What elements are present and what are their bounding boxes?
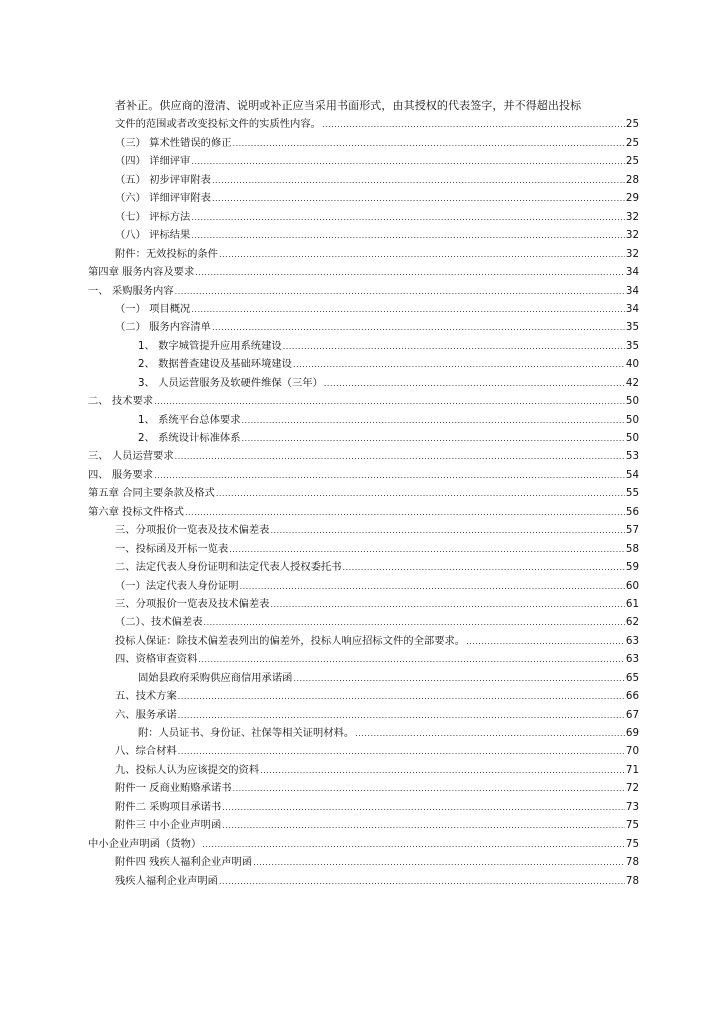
toc-leader-dots [212,176,625,185]
toc-title: 3、 人员运营服务及软硬件维保（三年） [138,376,323,389]
toc-title: （一） 项目概况 [115,302,191,315]
toc-entry[interactable] [88,521,639,539]
toc-page-number: 66 [625,690,639,703]
toc-leader-dots [191,305,625,314]
toc-page-number: 35 [625,339,639,352]
toc-title: （六） 详细评审附表 [115,192,211,205]
toc-entry[interactable] [88,245,639,263]
toc-title: （一）法定代表人身份证明 [115,579,239,592]
toc-leader-dots [240,582,625,591]
toc-page-number: 34 [625,302,639,315]
toc-entry[interactable] [88,558,639,576]
toc-title: 第五章 合同主要条款及格式 [88,487,215,500]
toc-title: 附件一 反商业贿赂承诺书 [115,782,232,795]
toc-page-number: 42 [625,376,639,389]
toc-entry[interactable] [88,208,639,226]
toc-leader-dots [178,692,625,701]
toc-entry[interactable] [88,355,639,373]
toc-title: （四） 详细评审 [115,155,191,168]
toc-title: 投标人保证：除技术偏差表列出的偏差外，投标人响应招标文件的全部要求。 [115,634,466,647]
toc-leader-dots [322,115,625,134]
toc-leader-dots [229,545,625,554]
toc-page-number: 71 [625,763,639,776]
toc-leader-dots [233,784,625,793]
toc-entry[interactable] [88,669,639,687]
toc-entry[interactable] [88,392,639,410]
toc-title: 第六章 投标文件格式 [88,505,184,518]
toc-leader-dots [216,489,625,498]
toc-page-number: 69 [625,727,639,739]
toc-entry[interactable] [88,466,639,484]
toc-title: 五、技术方案 [115,690,177,703]
toc-leader-dots [154,397,625,406]
toc-title: （七） 评标方法 [115,210,191,223]
toc-entry[interactable] [88,134,639,152]
toc-leader-dots [219,250,625,259]
toc-leader-dots [260,766,625,775]
toc-leader-dots [212,194,625,203]
toc-leader-dots [191,213,625,222]
toc-page-number: 75 [625,837,639,850]
toc-entry[interactable] [88,742,639,760]
toc-title: 二、法定代表人身份证明和法定代表人授权委托书 [115,561,342,574]
toc-page-number: 67 [625,708,639,721]
toc-entry[interactable] [88,484,639,502]
toc-title: 三、分项报价一览表及技术偏差表 [115,524,270,537]
toc-page-number: 78 [625,856,639,869]
toc-entry[interactable] [88,337,639,355]
toc-page-number: 32 [625,210,639,223]
toc-leader-dots [191,157,625,166]
toc-title: 附：人员证书、身份证、社保等相关证明材料。 [138,727,355,739]
toc-page-number: 29 [625,192,639,205]
toc-entry[interactable] [88,706,639,724]
toc-entry[interactable] [88,411,639,429]
toc-leader-dots [343,563,625,572]
toc-title: 一、投标函及开标一览表 [115,542,229,555]
toc-leader-dots [185,508,625,517]
toc-entry[interactable] [88,798,639,816]
toc-page-number: 62 [625,616,639,629]
toc-page-number: 57 [625,524,639,537]
toc-title: （八） 评标结果 [115,229,191,242]
toc-leader-dots [293,360,625,369]
toc-leader-dots [242,434,625,443]
toc-title: 三、分项报价一览表及技术偏差表 [115,597,270,610]
toc-leader-dots [355,729,625,738]
toc-intro-entry[interactable] [88,96,639,134]
toc-page-number: 73 [625,800,639,813]
toc-page-number: 25 [625,118,639,130]
toc-page-number: 60 [625,579,639,592]
toc-page-number: 32 [625,229,639,242]
toc-title: （二）、技术偏差表 [115,616,203,629]
toc-intro-line1: 者补正。供应商的澄清、说明或补正应当采用书面形式，由其授权的代表签字，并不得超出投标 [115,99,582,112]
toc-entry[interactable] [88,263,639,281]
toc-leader-dots [270,600,624,609]
toc-entry[interactable] [88,577,639,595]
toc-entry[interactable] [88,835,639,853]
toc-entry[interactable] [88,374,639,392]
toc-title: 1、 数字城管提升应用系统建设 [138,339,282,352]
toc-title: 附件三 中小企业声明函 [115,819,222,832]
toc-leader-dots [242,416,625,425]
toc-leader-dots [178,711,625,720]
toc-title: 2、 系统设计标准体系 [138,432,241,444]
toc-title: 六、服务承诺 [115,708,177,721]
toc-title: （五） 初步评审附表 [115,173,211,186]
toc-leader-dots [233,139,625,148]
toc-page-number: 78 [625,874,639,887]
toc-page-number: 54 [625,468,639,481]
toc-title: 附件二 采购项目承诺书 [115,800,222,813]
toc-entry[interactable] [88,650,639,668]
toc-leader-dots [253,858,625,867]
toc-entry[interactable] [88,761,639,779]
toc-entry[interactable] [88,282,639,300]
toc-title: （三） 算术性错误的修正 [115,137,232,149]
toc-title: 附件：无效投标的条件 [115,247,218,260]
toc-title: 二、 技术要求 [88,395,154,408]
toc-page-number: 55 [625,487,639,500]
toc-leader-dots [466,637,625,646]
toc-leader-dots [212,323,625,332]
table-of-contents [88,96,639,890]
toc-page-number: 28 [625,173,639,186]
toc-leader-dots [219,877,625,886]
toc-leader-dots [222,821,625,830]
toc-entry[interactable] [88,779,639,797]
toc-entry[interactable] [88,447,639,465]
toc-entry[interactable] [88,226,639,244]
toc-page-number: 50 [625,413,639,426]
toc-page-number: 61 [625,597,639,610]
toc-page-number: 32 [625,247,639,260]
toc-page-number: 50 [625,395,639,408]
toc-leader-dots [293,674,624,683]
toc-page-number: 34 [625,266,639,279]
toc-title: 一、 采购服务内容 [88,284,174,297]
toc-page-number: 40 [625,358,639,371]
toc-leader-dots [324,379,625,388]
toc-title: 第四章 服务内容及要求 [88,266,195,279]
toc-entry[interactable] [88,300,639,318]
toc-title: 九、投标人认为应该提交的资料 [115,763,260,776]
toc-title: 固始县政府采购供应商信用承诺函 [138,671,293,684]
toc-page-number: 75 [625,819,639,832]
toc-page-number: 59 [625,561,639,574]
toc-title: 中小企业声明函（货物） [88,837,202,850]
toc-title: 四、 服务要求 [88,468,154,481]
toc-page-number: 34 [625,284,639,297]
toc-leader-dots [154,471,625,480]
toc-page-number: 65 [625,671,639,684]
toc-leader-dots [270,526,624,535]
toc-entry[interactable] [88,816,639,834]
toc-leader-dots [283,342,625,351]
toc-leader-dots [175,452,625,461]
toc-page-number: 72 [625,782,639,795]
toc-entry[interactable] [88,632,639,650]
toc-entry[interactable] [88,152,639,170]
toc-entry[interactable] [88,687,639,705]
toc-page-number: 58 [625,542,639,555]
toc-entry[interactable] [88,503,639,521]
toc-leader-dots [198,655,625,664]
toc-entry[interactable] [88,595,639,613]
toc-entry[interactable] [88,189,639,207]
toc-leader-dots [204,618,625,627]
toc-title: 残疾人福利企业声明函 [115,874,218,887]
toc-title: 三、 人员运营要求 [88,450,174,463]
toc-page-number: 70 [625,745,639,758]
toc-leader-dots [195,268,625,277]
toc-leader-dots [202,840,625,849]
toc-intro-line2: 文件的范围或者改变投标文件的实质性内容。 [115,118,321,130]
toc-title: 2、 数据普查建设及基础环境建设 [138,358,292,371]
toc-page-number: 63 [625,653,639,666]
toc-entry[interactable] [88,318,639,336]
toc-entry[interactable] [88,429,639,447]
toc-leader-dots [222,803,625,812]
toc-leader-dots [178,747,625,756]
toc-title: 四、资格审查资料 [115,653,198,666]
toc-entry[interactable] [88,853,639,871]
toc-page-number: 25 [625,137,639,149]
toc-page-number: 25 [625,155,639,168]
toc-title: 1、 系统平台总体要求 [138,413,241,426]
toc-page-number: 56 [625,505,639,518]
toc-leader-dots [191,231,625,240]
toc-page-number: 50 [625,432,639,444]
toc-entry[interactable] [88,872,639,890]
toc-title: 附件四 残疾人福利企业声明函 [115,856,253,869]
toc-entry[interactable] [88,613,639,631]
toc-title: （二） 服务内容清单 [115,321,211,334]
toc-leader-dots [175,287,625,296]
toc-page-number: 63 [625,634,639,647]
toc-title: 八、综合材料 [115,745,177,758]
toc-page-number: 35 [625,321,639,334]
toc-entry[interactable] [88,724,639,742]
toc-entry[interactable] [88,171,639,189]
toc-page-number: 53 [625,450,639,463]
toc-entry[interactable] [88,540,639,558]
